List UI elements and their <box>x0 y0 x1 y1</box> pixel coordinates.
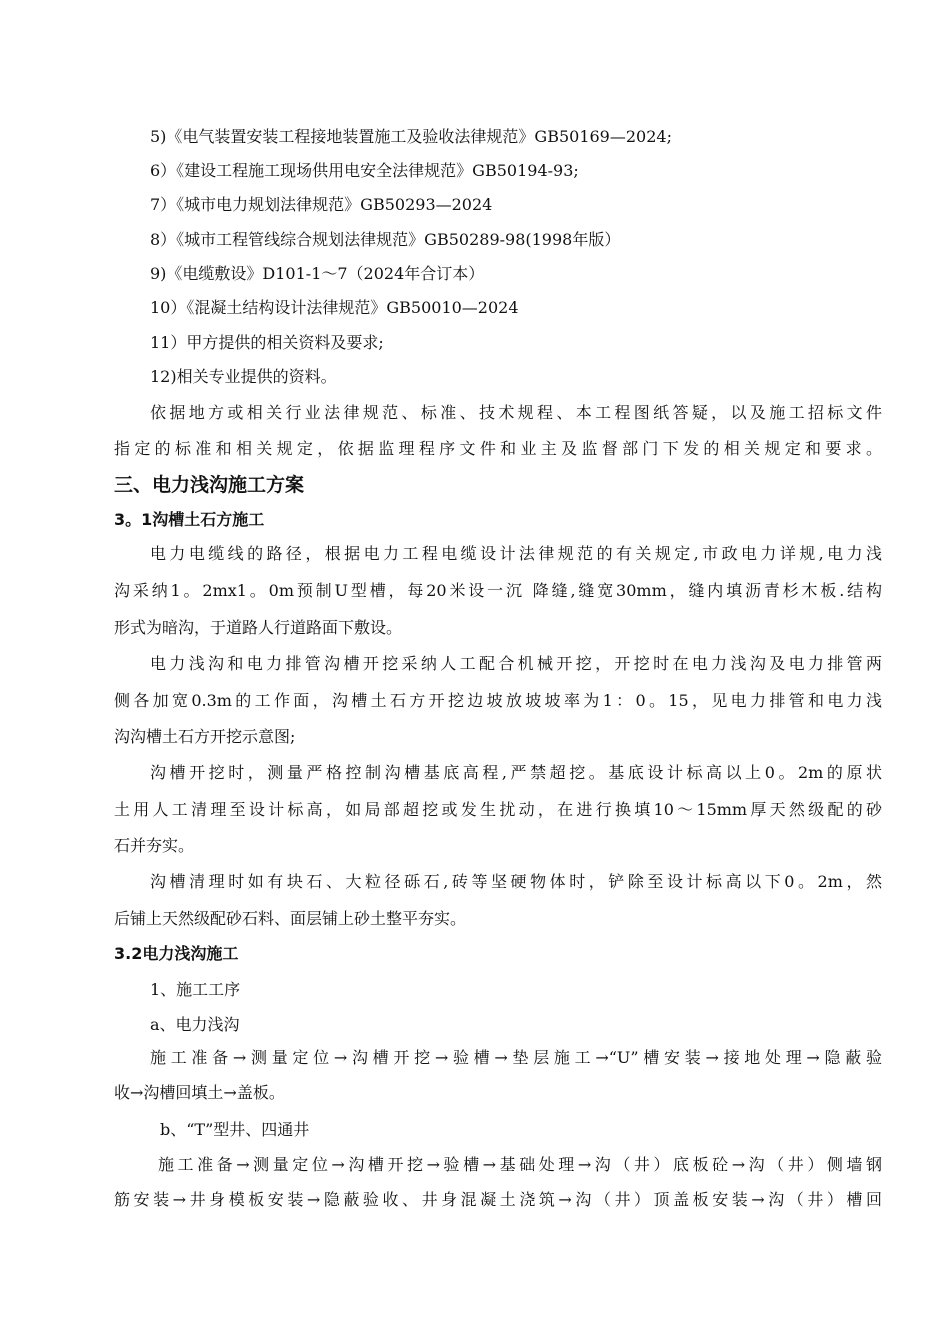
reference-item-10: 10）《混凝土结构设计法律规范》GB50010—2024 <box>150 298 519 317</box>
reference-item-7: 7）《城市电力规划法律规范》GB50293—2024 <box>150 195 493 214</box>
p3-line-2: 土用人工清理至设计标高，如局部超挖或发生扰动，在进行换填10～15mm厚天然级配的砂 <box>114 800 882 819</box>
p2-line-1: 电力浅沟和电力排管沟槽开挖采纳人工配合机械开挖，开挖时在电力浅沟及电力排管两 <box>150 654 882 673</box>
p1-line-1: 电力电缆线的路径，根据电力工程电缆设计法律规范的有关规定,市政电力详规,电力浅 <box>150 544 882 563</box>
p3-line-1: 沟槽开挖时，测量严格控制沟槽基底高程,严禁超挖。基底设计标高以上0。2m的原状 <box>150 763 882 782</box>
process-b-line-1: 施工准备→测量定位→沟槽开挖→验槽→基础处理→沟（井）底板砼→沟（井）侧墙钢 <box>158 1155 882 1174</box>
basis-paragraph-line-2: 指定的标准和相关规定，依据监理程序文件和业主及监督部门下发的相关规定和要求。 <box>114 439 882 458</box>
p3-line-3: 石并夯实。 <box>114 836 195 855</box>
subsection-3-2-heading: 3.2电力浅沟施工 <box>114 944 239 963</box>
reference-item-11: 11）甲方提供的相关资料及要求; <box>150 333 384 352</box>
step-b-label: b、“T”型井、四通井 <box>160 1120 310 1139</box>
section-3-heading: 三、电力浅沟施工方案 <box>114 474 305 496</box>
subsection-3-1-heading: 3。1沟槽土石方施工 <box>114 510 265 529</box>
process-b-line-2: 筋安装→井身模板安装→隐蔽验收、井身混凝土浇筑→沟（井）顶盖板安装→沟（井）槽回 <box>114 1190 882 1209</box>
reference-item-6: 6）《建设工程施工现场供用电安全法律规范》GB50194-93; <box>150 161 579 180</box>
process-a-line-2: 收→沟槽回填土→盖板。 <box>114 1083 285 1102</box>
basis-paragraph-line-1: 依据地方或相关行业法律规范、标准、技术规程、本工程图纸答疑，以及施工招标文件 <box>150 403 882 422</box>
process-a-line-1: 施工准备→测量定位→沟槽开挖→验槽→垫层施工→“U”槽安装→接地处理→隐蔽验 <box>150 1048 882 1067</box>
p4-line-1: 沟槽清理时如有块石、大粒径砾石,砖等坚硬物体时，铲除至设计标高以下0。2m，然 <box>150 872 882 891</box>
p1-line-2: 沟采纳1。2mx1。0m预制U型槽，每20米设一沉 降缝,缝宽30mm，缝内填沥青杉木板.结构 <box>114 581 882 600</box>
reference-item-9: 9)《电缆敷设》D101-1～7（2024年合订本） <box>150 264 485 283</box>
reference-item-8: 8）《城市工程管线综合规划法律规范》GB50289-98(1998年版） <box>150 230 621 249</box>
reference-item-12: 12)相关专业提供的资料。 <box>150 367 337 386</box>
step-1-label: 1、施工工序 <box>150 980 241 999</box>
step-a-label: a、电力浅沟 <box>150 1015 240 1034</box>
p1-line-3: 形式为暗沟，于道路人行道路面下敷设。 <box>114 618 403 637</box>
reference-item-5: 5)《电气装置安装工程接地装置施工及验收法律规范》GB50169—2024; <box>150 127 672 146</box>
p2-line-2: 侧各加宽0.3m的工作面，沟槽土石方开挖边坡放坡坡率为1：0。15，见电力排管和电力浅 <box>114 691 882 710</box>
p4-line-2: 后铺上天然级配砂石料、面层铺上砂土整平夯实。 <box>114 909 467 928</box>
p2-line-3: 沟沟槽土石方开挖示意图; <box>114 727 296 746</box>
